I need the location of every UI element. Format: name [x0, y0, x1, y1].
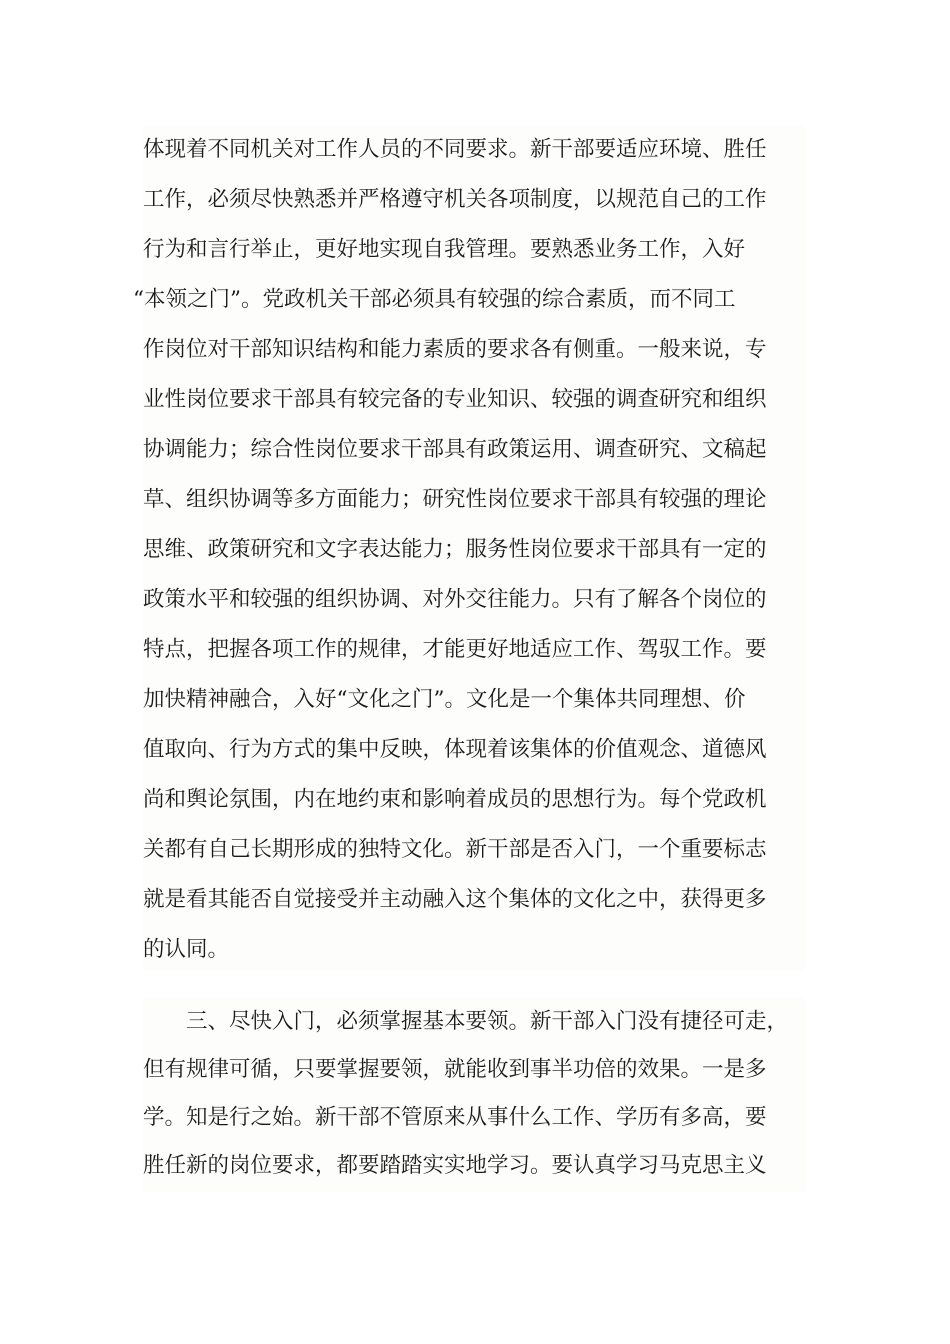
text-line: 但有规律可循，只要掌握要领，就能收到事半功倍的效果。一是多 [143, 1057, 767, 1082]
text-line: 值取向、行为方式的集中反映，体现着该集体的价值观念、道德风 [143, 737, 767, 762]
text-line: 尚和舆论氛围，内在地约束和影响着成员的思想行为。每个党政机 [143, 787, 767, 812]
text-line: 协调能力；综合性岗位要求干部具有政策运用、调查研究、文稿起 [143, 437, 767, 462]
text-line: 思维、政策研究和文字表达能力；服务性岗位要求干部具有一定的 [143, 537, 767, 562]
paragraph-2 [143, 997, 806, 1192]
text-line: 学。知是行之始。新干部不管原来从事什么工作、学历有多高，要 [143, 1105, 767, 1130]
text-line: 行为和言行举止，更好地实现自我管理。要熟悉业务工作，入好 [143, 237, 746, 262]
text-line: 草、组织协调等多方面能力；研究性岗位要求干部具有较强的理论 [143, 487, 767, 512]
text-line: 政策水平和较强的组织协调、对外交往能力。只有了解各个岗位的 [143, 587, 767, 612]
text-line: 特点，把握各项工作的规律，才能更好地适应工作、驾驭工作。要 [143, 637, 767, 662]
text-line: 三、尽快入门，必须掌握基本要领。新干部入门没有捷径可走， [143, 1009, 789, 1034]
paragraph-1 [133, 125, 806, 971]
text-line: 关都有自己长期形成的独特文化。新干部是否入门，一个重要标志 [143, 837, 767, 862]
text-line: 胜任新的岗位要求，都要踏踏实实地学习。要认真学习马克思主义 [143, 1153, 767, 1178]
text-line: 加快精神融合，入好“文化之门”。文化是一个集体共同理想、价 [143, 687, 746, 712]
text-line: 体现着不同机关对工作人员的不同要求。新干部要适应环境、胜任 [143, 137, 767, 162]
text-line: 就是看其能否自觉接受并主动融入这个集体的文化之中，获得更多 [143, 887, 767, 912]
text-line: 工作，必须尽快熟悉并严格遵守机关各项制度，以规范自己的工作 [143, 187, 767, 212]
text-line: 的认同。 [143, 937, 230, 962]
text-line: “本领之门”。党政机关干部必须具有较强的综合素质，而不同工 [133, 287, 736, 312]
text-line: 业性岗位要求干部具有较完备的专业知识、较强的调查研究和组织 [143, 387, 767, 412]
text-line: 作岗位对干部知识结构和能力素质的要求各有侧重。一般来说，专 [143, 337, 767, 362]
